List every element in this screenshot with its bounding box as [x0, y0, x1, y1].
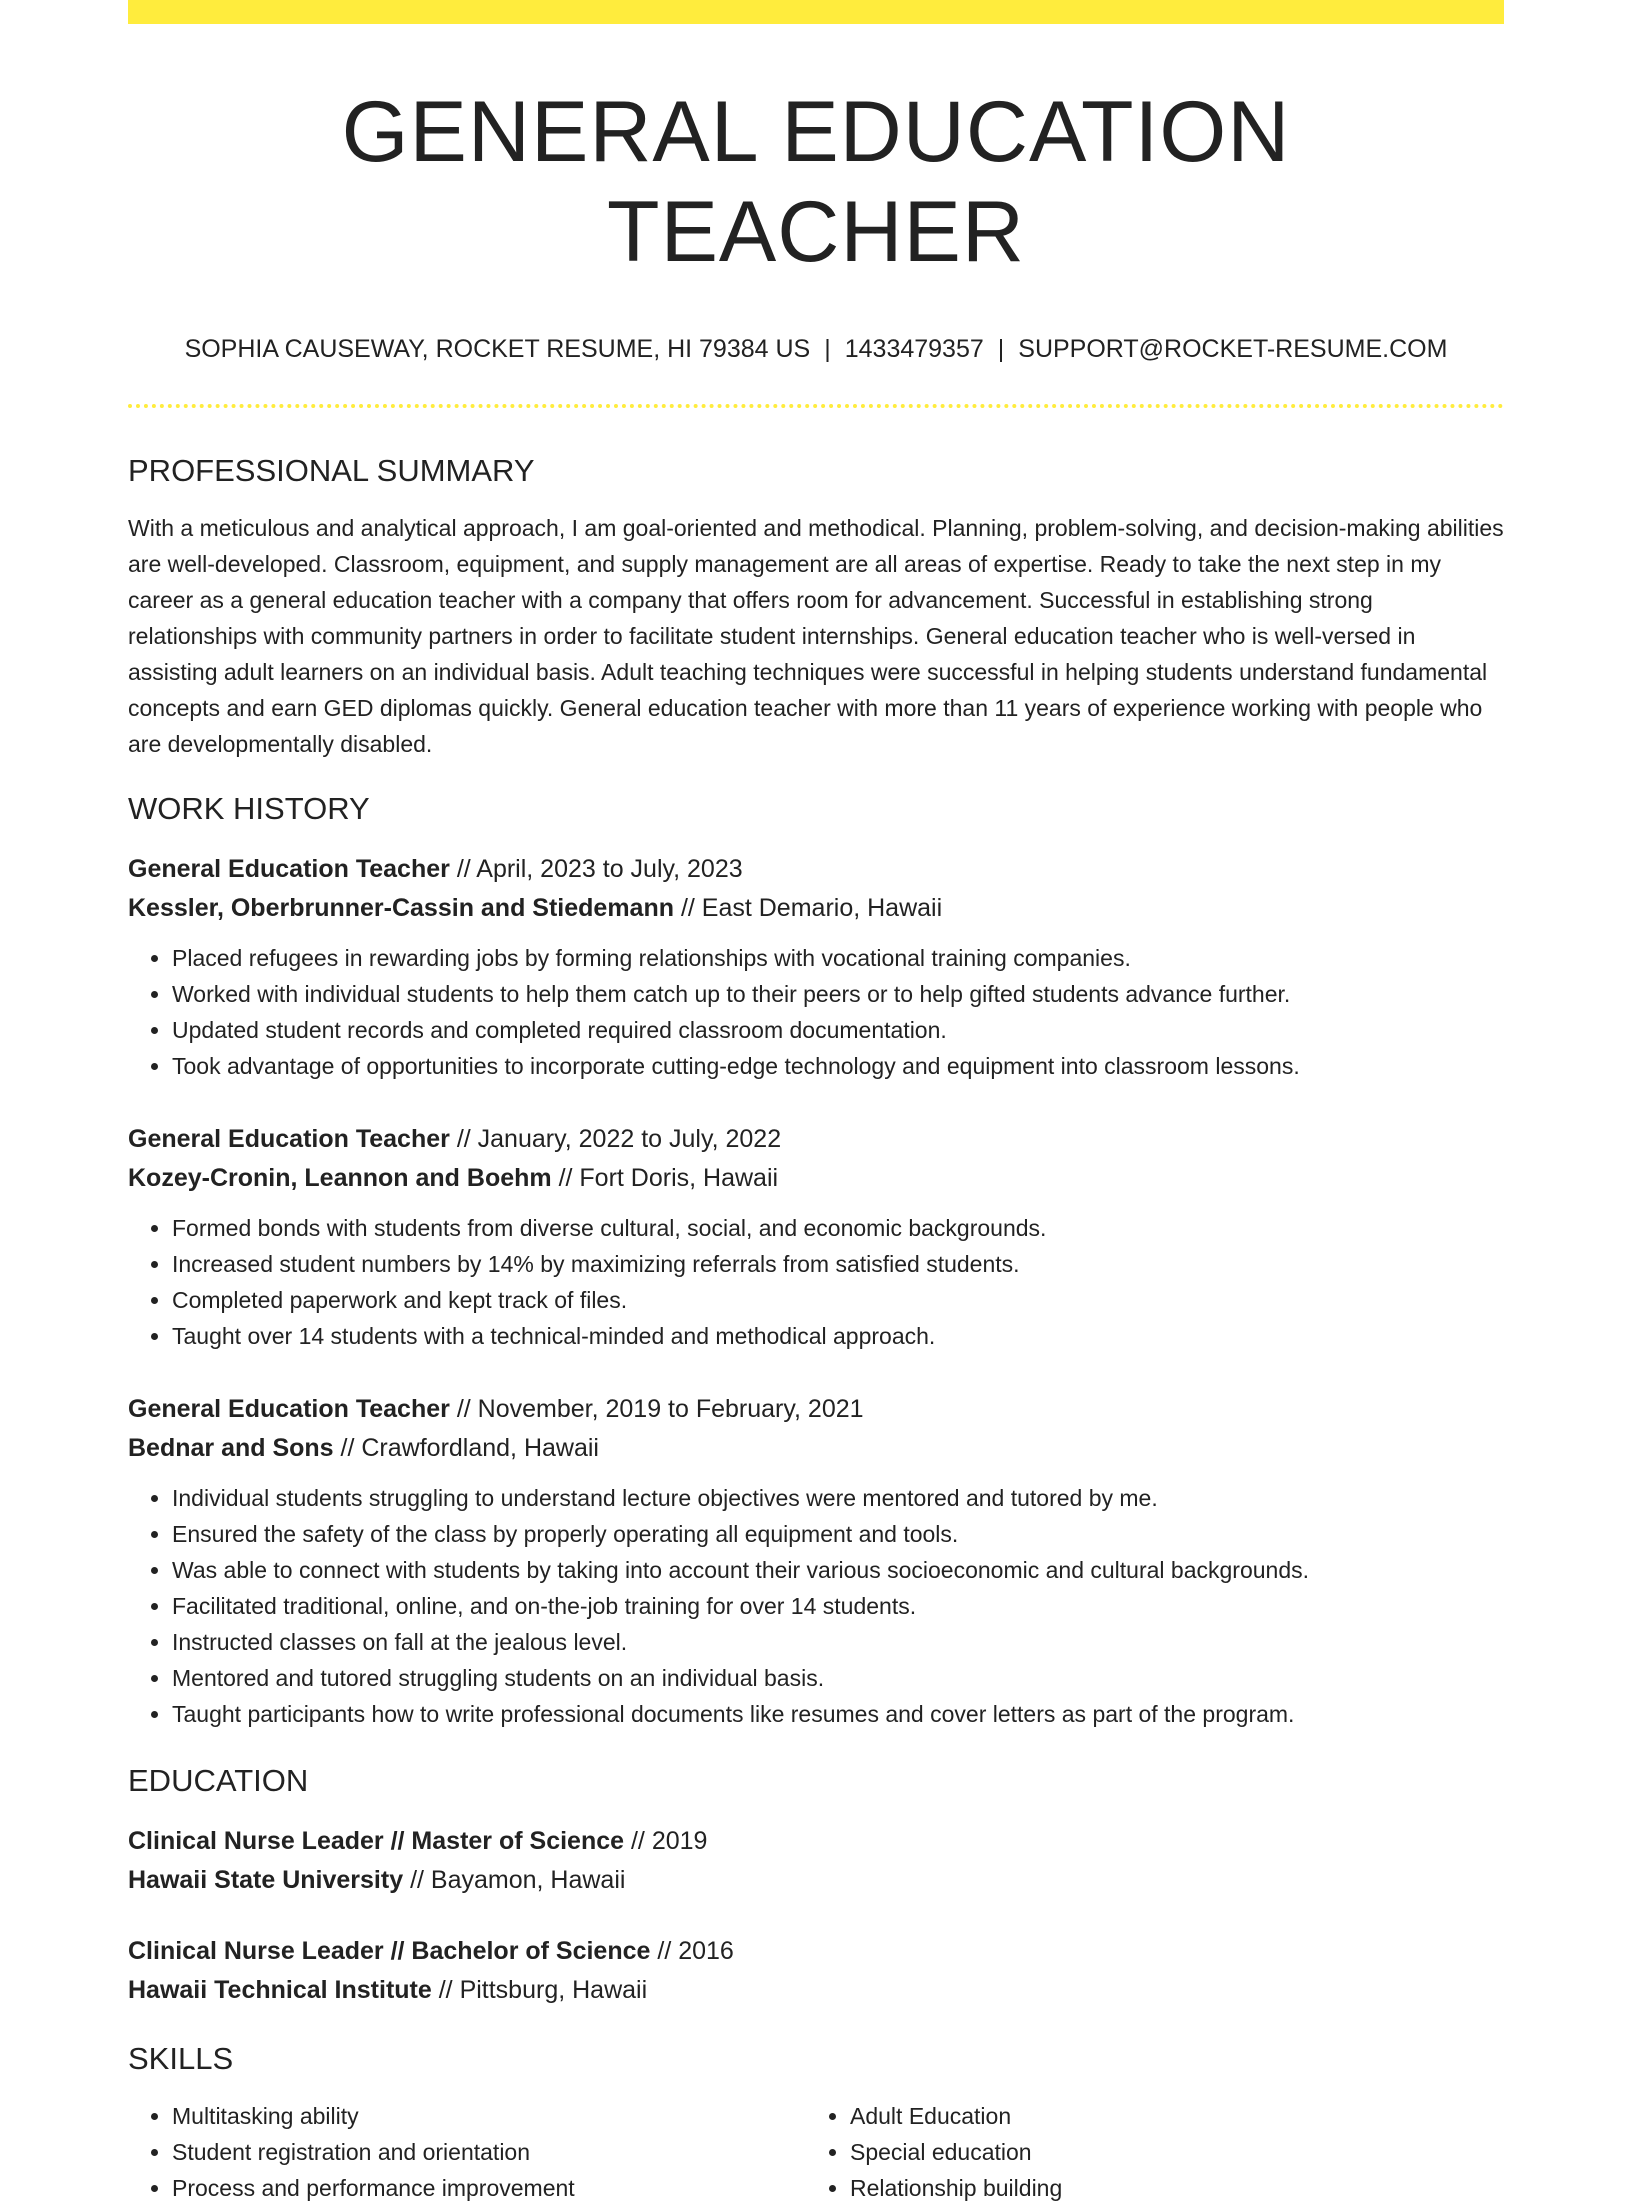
job-dates: // January, 2022 to July, 2022	[449, 1125, 782, 1153]
contact-separator: |	[997, 335, 1005, 363]
job-title: General Education Teacher	[128, 1125, 450, 1153]
degree: Clinical Nurse Leader // Master of Science	[128, 1827, 625, 1855]
skills-heading: SKILLS	[128, 2041, 234, 2076]
skills-right-column	[806, 2098, 1484, 2206]
summary-heading: PROFESSIONAL SUMMARY	[128, 453, 535, 488]
contact-address: SOPHIA CAUSEWAY, ROCKET RESUME, HI 79384 US	[184, 335, 811, 363]
job-company: Kozey-Cronin, Leannon and Boehm	[128, 1164, 552, 1192]
list-item: • Taught over 14 students with a technical-minded and methodical approach.	[172, 1318, 1504, 1354]
job-location: // Fort Doris, Hawaii	[551, 1164, 779, 1192]
job-entry	[128, 1120, 1504, 1354]
skills-columns	[128, 2098, 1504, 2206]
list-item: • Instructed classes on fall at the jealous level.	[172, 1624, 1504, 1660]
job-dates: // November, 2019 to February, 2021	[449, 1395, 864, 1423]
list-item: • Facilitated traditional, online, and on-the-job training for over 14 students.	[172, 1588, 1504, 1624]
list-item: • Placed refugees in rewarding jobs by forming relationships with vocational training companies.	[172, 940, 1504, 976]
contact-email: SUPPORT@ROCKET-RESUME.COM	[1018, 335, 1448, 363]
education-entry	[128, 1822, 1504, 1900]
degree-line	[128, 1822, 1504, 1861]
contact-line	[128, 334, 1504, 364]
list-item: • Adult Education	[850, 2098, 1484, 2134]
job-dates: // April, 2023 to July, 2023	[449, 855, 743, 883]
school-line	[128, 1861, 1504, 1900]
dotted-divider	[128, 404, 1504, 408]
job-entry	[128, 1390, 1504, 1732]
job-title-line	[128, 850, 1504, 889]
list-item: • Individual students struggling to understand lecture objectives were mentored and tutored by me.	[172, 1480, 1504, 1516]
list-item: • Ensured the safety of the class by properly operating all equipment and tools.	[172, 1516, 1504, 1552]
list-item: • Process and performance improvement	[172, 2170, 806, 2206]
list-item: • Was able to connect with students by taking into account their various socioeconomic and cultural backgrounds.	[172, 1552, 1504, 1588]
job-location: // East Demario, Hawaii	[674, 894, 943, 922]
job-company: Bednar and Sons	[128, 1434, 334, 1462]
list-item: • Relationship building	[850, 2170, 1484, 2206]
job-location: // Crawfordland, Hawaii	[333, 1434, 599, 1462]
list-item: • Student registration and orientation	[172, 2134, 806, 2170]
degree: Clinical Nurse Leader // Bachelor of Science	[128, 1937, 651, 1965]
school-line	[128, 1971, 1504, 2010]
list-item: • Special education	[850, 2134, 1484, 2170]
job-title-line	[128, 1390, 1504, 1429]
list-item: • Took advantage of opportunities to incorporate cutting-edge technology and equipment into classroom lessons.	[172, 1048, 1504, 1084]
list-item: • Formed bonds with students from diverse cultural, social, and economic backgrounds.	[172, 1210, 1504, 1246]
job-title: General Education Teacher	[128, 1395, 450, 1423]
degree-line	[128, 1932, 1504, 1971]
education-heading: EDUCATION	[128, 1763, 309, 1798]
job-bullets	[128, 940, 1504, 1084]
school-location: // Bayamon, Hawaii	[403, 1866, 626, 1894]
job-company-line	[128, 889, 1504, 928]
school: Hawaii State University	[128, 1866, 404, 1894]
job-entry	[128, 850, 1504, 1084]
summary-text: With a meticulous and analytical approach, I am goal-oriented and methodical. Planning, problem-solving, and decision-making abilities are well-developed. Classroom, equipment, and supply management are all areas of expertise. Ready to take the next step in my career as a general education teacher with a company that offers room for advancement. Successful in establishing strong relationships with community partners in order to facilitate student internships. General education teacher who is well-versed in assisting adult learners on an individual basis. Adult teaching techniques were successful in helping students understand fundamental concepts and earn GED diplomas quickly. General education teacher with more than 11 years of experience working with people who are developmentally disabled.	[128, 515, 1504, 757]
job-title: General Education Teacher	[128, 855, 450, 883]
job-company: Kessler, Oberbrunner-Cassin and Stiedemann	[128, 894, 674, 922]
contact-phone: 1433479357	[844, 335, 984, 363]
job-company-line	[128, 1159, 1504, 1198]
accent-bar	[128, 0, 1504, 24]
school-location: // Pittsburg, Hawaii	[431, 1976, 648, 2004]
list-item: • Completed paperwork and kept track of files.	[172, 1282, 1504, 1318]
job-company-line	[128, 1429, 1504, 1468]
list-item: • Multitasking ability	[172, 2098, 806, 2134]
school: Hawaii Technical Institute	[128, 1976, 432, 2004]
contact-separator: |	[824, 335, 831, 363]
skills-left-column	[128, 2098, 806, 2206]
degree-year: // 2016	[650, 1937, 734, 1965]
list-item: • Updated student records and completed required classroom documentation.	[172, 1012, 1504, 1048]
job-title-line	[128, 1120, 1504, 1159]
resume-content	[128, 24, 1504, 2206]
list-item: • Worked with individual students to help them catch up to their peers or to help gifted students advance further.	[172, 976, 1504, 1012]
education-entry	[128, 1932, 1504, 2010]
job-bullets	[128, 1480, 1504, 1732]
list-item: • Taught participants how to write professional documents like resumes and cover letters as part of the program.	[172, 1696, 1504, 1732]
degree-year: // 2019	[624, 1827, 708, 1855]
work-history-heading: WORK HISTORY	[128, 791, 370, 826]
job-bullets	[128, 1210, 1504, 1354]
list-item: • Increased student numbers by 14% by maximizing referrals from satisfied students.	[172, 1246, 1504, 1282]
list-item: • Mentored and tutored struggling students on an individual basis.	[172, 1660, 1504, 1696]
page-title: GENERAL EDUCATION TEACHER	[341, 84, 1291, 280]
